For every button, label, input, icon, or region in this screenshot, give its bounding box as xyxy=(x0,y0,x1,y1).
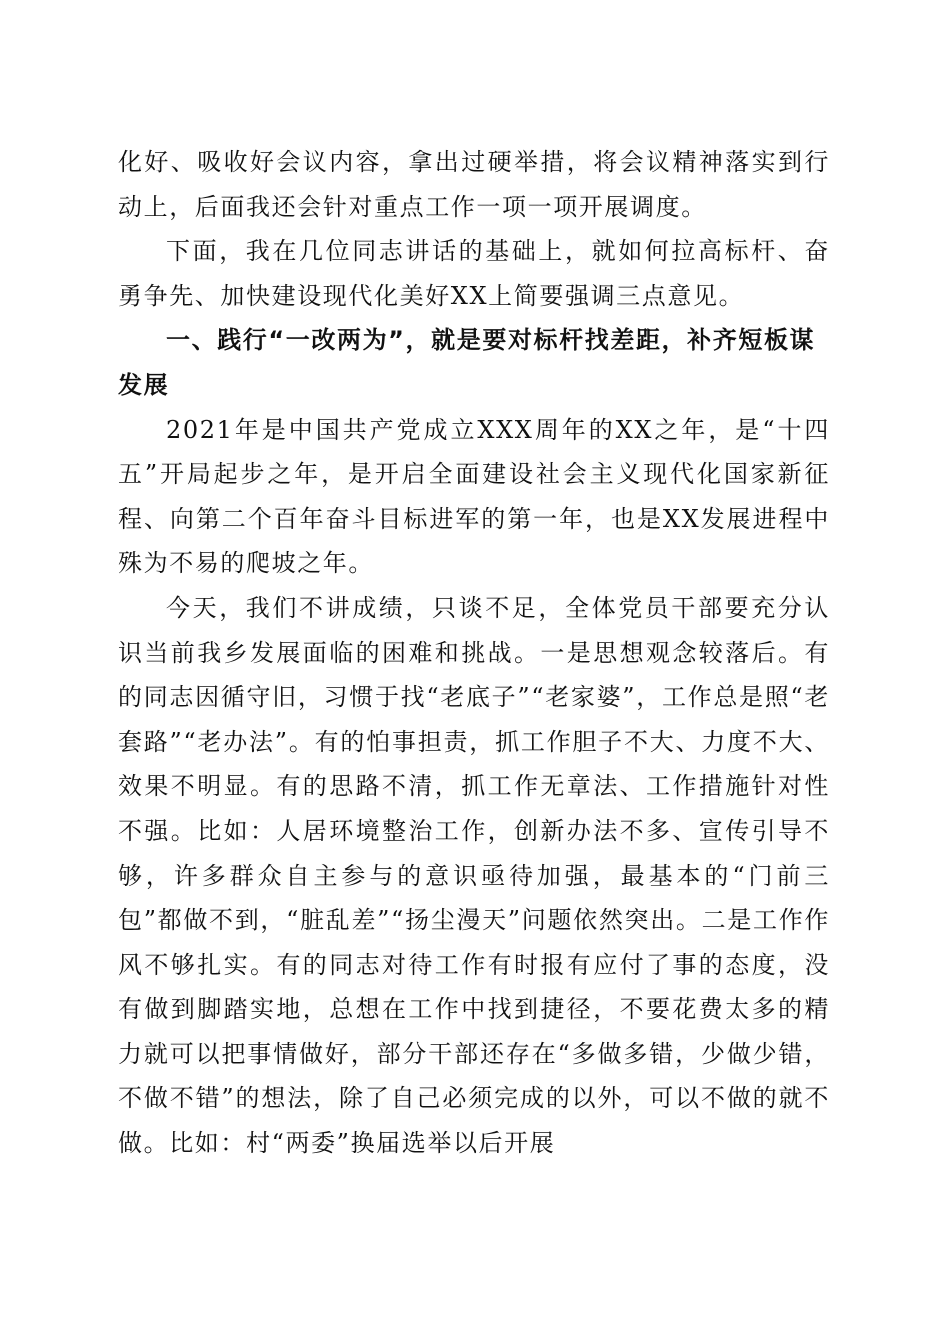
document-body xyxy=(118,140,830,1166)
paragraph-intro: 下面，我在几位同志讲话的基础上，就如何拉高标杆、奋勇争先、加快建设现代化美好XX上简要强调三点意见。 xyxy=(118,237,830,310)
paragraph-2021: 2021年是中国共产党成立XXX周年的XX之年，是“十四五”开局起步之年，是开启全面建设社会主义现代化国家新征程、向第二个百年奋斗目标进军的第一年，也是XX发展进程中殊为不易的爬坡之年。 xyxy=(118,415,830,578)
paragraph-shortcomings: 今天，我们不讲成绩，只谈不足，全体党员干部要充分认识当前我乡发展面临的困难和挑战。一是思想观念较落后。有的同志因循守旧，习惯于找“老底子”“老家婆”，工作总是照“老套路”“老办法”。有的怕事担责，抓工作胆子不大、力度不大、效果不明显。有的思路不清，抓工作无章法、工作措施针对性不强。比如：人居环境整治工作，创新办法不多、宣传引导不够，许多群众自主参与的意识亟待加强，最基本的“门前三包”都做不到，“脏乱差”“扬尘漫天”问题依然突出。二是工作作风不够扎实。有的同志对待工作有时报有应付了事的态度，没有做到脚踏实地，总想在工作中找到捷径，不要花费太多的精力就可以把事情做好，部分干部还存在“多做多错，少做少错，不做不错”的想法，除了自己必须完成的以外，可以不做的就不做。比如：村“两委”换届选举以后开展 xyxy=(118,593,830,1158)
paragraph-continuation: 化好、吸收好会议内容，拿出过硬举措，将会议精神落实到行动上，后面我还会针对重点工作一项一项开展调度。 xyxy=(118,148,830,221)
section-heading-1: 一、践行“一改两为”，就是要对标杆找差距，补齐短板谋发展 xyxy=(118,326,816,399)
